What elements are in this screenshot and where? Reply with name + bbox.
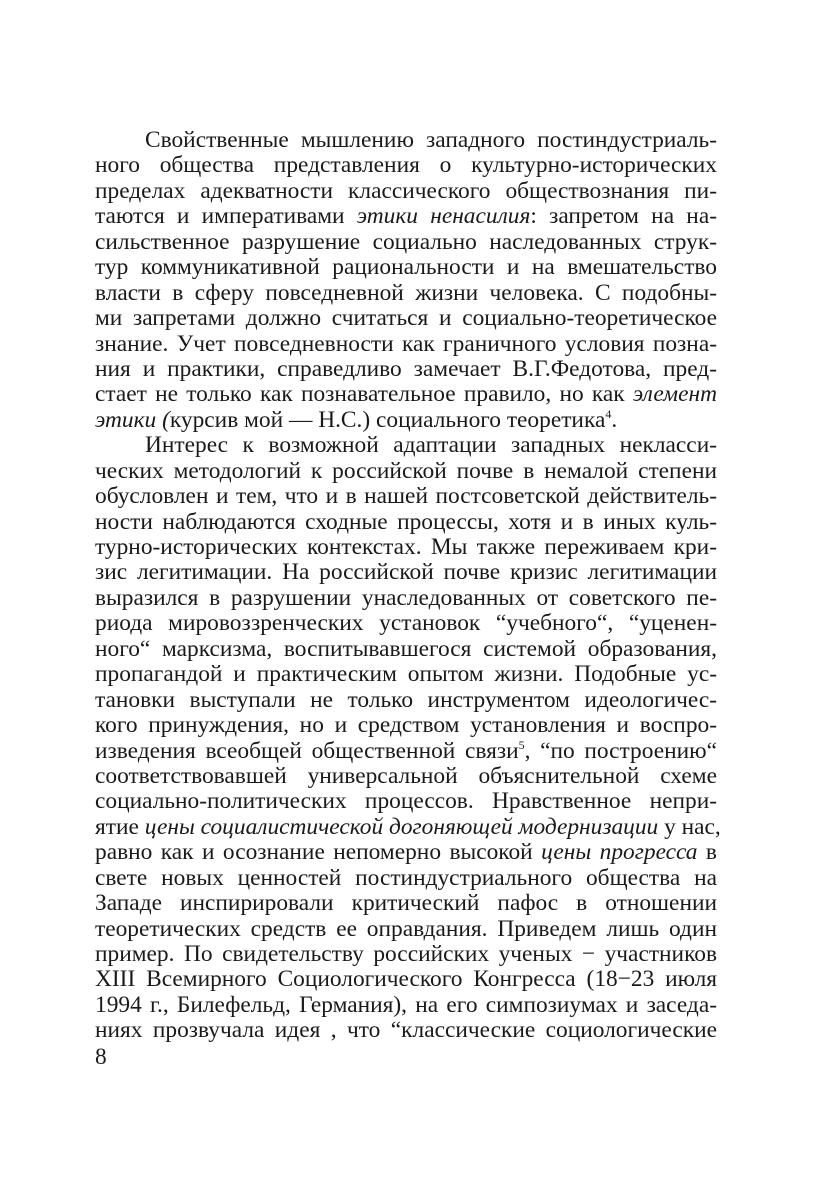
text-line: власти в сферу повседневной жизни человека. С подобны- <box>95 279 717 306</box>
text-line: сильственное разрушение социально наследованных струк- <box>95 228 717 255</box>
text-span: : запретом на на- <box>530 203 717 230</box>
text-line: выразился в разрушении унаследованных от советского пе- <box>95 584 717 611</box>
text-line: социально-политических процессов. Нравственное непри- <box>95 788 717 815</box>
text-line <box>95 739 717 764</box>
text-span: , “по построению“ <box>524 737 718 764</box>
text-line: Интерес к возможной адаптации западных некласси- <box>145 432 717 459</box>
text-span: в <box>697 839 717 866</box>
text-line: обусловлен и тем, что и в нашей постсоветской действитель- <box>95 483 717 510</box>
page-number: 8 <box>95 1044 107 1070</box>
italic-emphasis: этики ( <box>95 406 170 433</box>
text-line: соответствовавшей универсальной объяснительной схеме <box>95 762 717 789</box>
text-line: кого принуждения, но и средством установления и воспро- <box>95 712 717 739</box>
text-span: . <box>611 406 618 433</box>
text-line: пропагандой и практическим опытом жизни. Подобные ус- <box>95 661 717 688</box>
text-line: зис легитимации. На российской почве кризис легитимации <box>95 559 717 586</box>
text-line: ми запретами должно считаться и социально-теоретическое <box>95 305 717 332</box>
text-span: курсив мой — Н.С.) социального теоретика <box>169 406 606 433</box>
text-line: пределах адекватности классического обществознания пи- <box>95 177 717 204</box>
text-line <box>95 204 717 229</box>
italic-emphasis: элемент <box>632 381 717 408</box>
text-line: свете новых ценностей постиндустриального общества на <box>95 864 717 891</box>
text-line: ния и практики, справедливо замечает В.Г.Федотова, пред- <box>95 355 717 382</box>
text-line: турно-исторических контекстах. Мы также переживаем кри- <box>95 534 717 560</box>
text-span: ятие <box>95 813 145 840</box>
italic-emphasis: этики ненасилия <box>356 203 531 230</box>
text-line <box>95 408 717 433</box>
text-span: у нас, <box>658 813 721 840</box>
body-text <box>95 127 721 1044</box>
text-line: тановки выступали не только инструментом идеологичес- <box>95 686 717 713</box>
italic-emphasis: цены прогресса <box>541 839 698 866</box>
text-line: риода мировоззренческих установок “учебного“, “уценен- <box>95 610 717 637</box>
footnote-ref: 5 <box>518 737 525 752</box>
text-line: теоретических средств ее оправдания. Приведем лишь один <box>95 915 717 942</box>
text-line <box>95 382 717 407</box>
text-span: таются и императивами <box>95 203 357 230</box>
text-line: 1994 г., Билефельд, Германия), на его симпозиумах и заседа- <box>95 991 717 1018</box>
text-line <box>95 840 717 865</box>
text-line: ного общества представления о культурно-исторических <box>95 152 717 179</box>
text-line: ности наблюдаются сходные процессы, хотя и в иных куль- <box>95 508 717 535</box>
text-line: XIII Всемирного Социологического Конгресса (18−23 июля <box>95 966 717 993</box>
text-line: тур коммуникативной рациональности и на вмешательство <box>95 254 717 281</box>
text-span: стает не только как познавательное правило, но как <box>95 381 633 408</box>
text-line: пример. По свидетельству российских ученых − участников <box>95 941 717 967</box>
text-line: ческих методологий к российской почве в немалой степени <box>95 457 717 484</box>
text-line: Западе инспирировали критический пафос в отношении <box>95 890 717 917</box>
text-line: Свойственные мышлению западного постиндустриаль- <box>145 127 717 153</box>
footnote-ref: 4 <box>605 406 612 421</box>
italic-emphasis: цены социалистической догоняющей модернизации <box>144 813 659 840</box>
text-line: ниях прозвучала идея , что “классические социологические <box>95 1017 717 1044</box>
text-line <box>95 813 721 840</box>
text-span: изведения всеобщей общественной связи <box>95 737 519 764</box>
text-line: ного“ марксизма, воспитывавшегося системой образования, <box>95 635 717 662</box>
text-line: знание. Учет повседневности как граничного условия позна- <box>95 330 717 357</box>
text-span: равно как и осознание непомерно высокой <box>95 839 542 866</box>
